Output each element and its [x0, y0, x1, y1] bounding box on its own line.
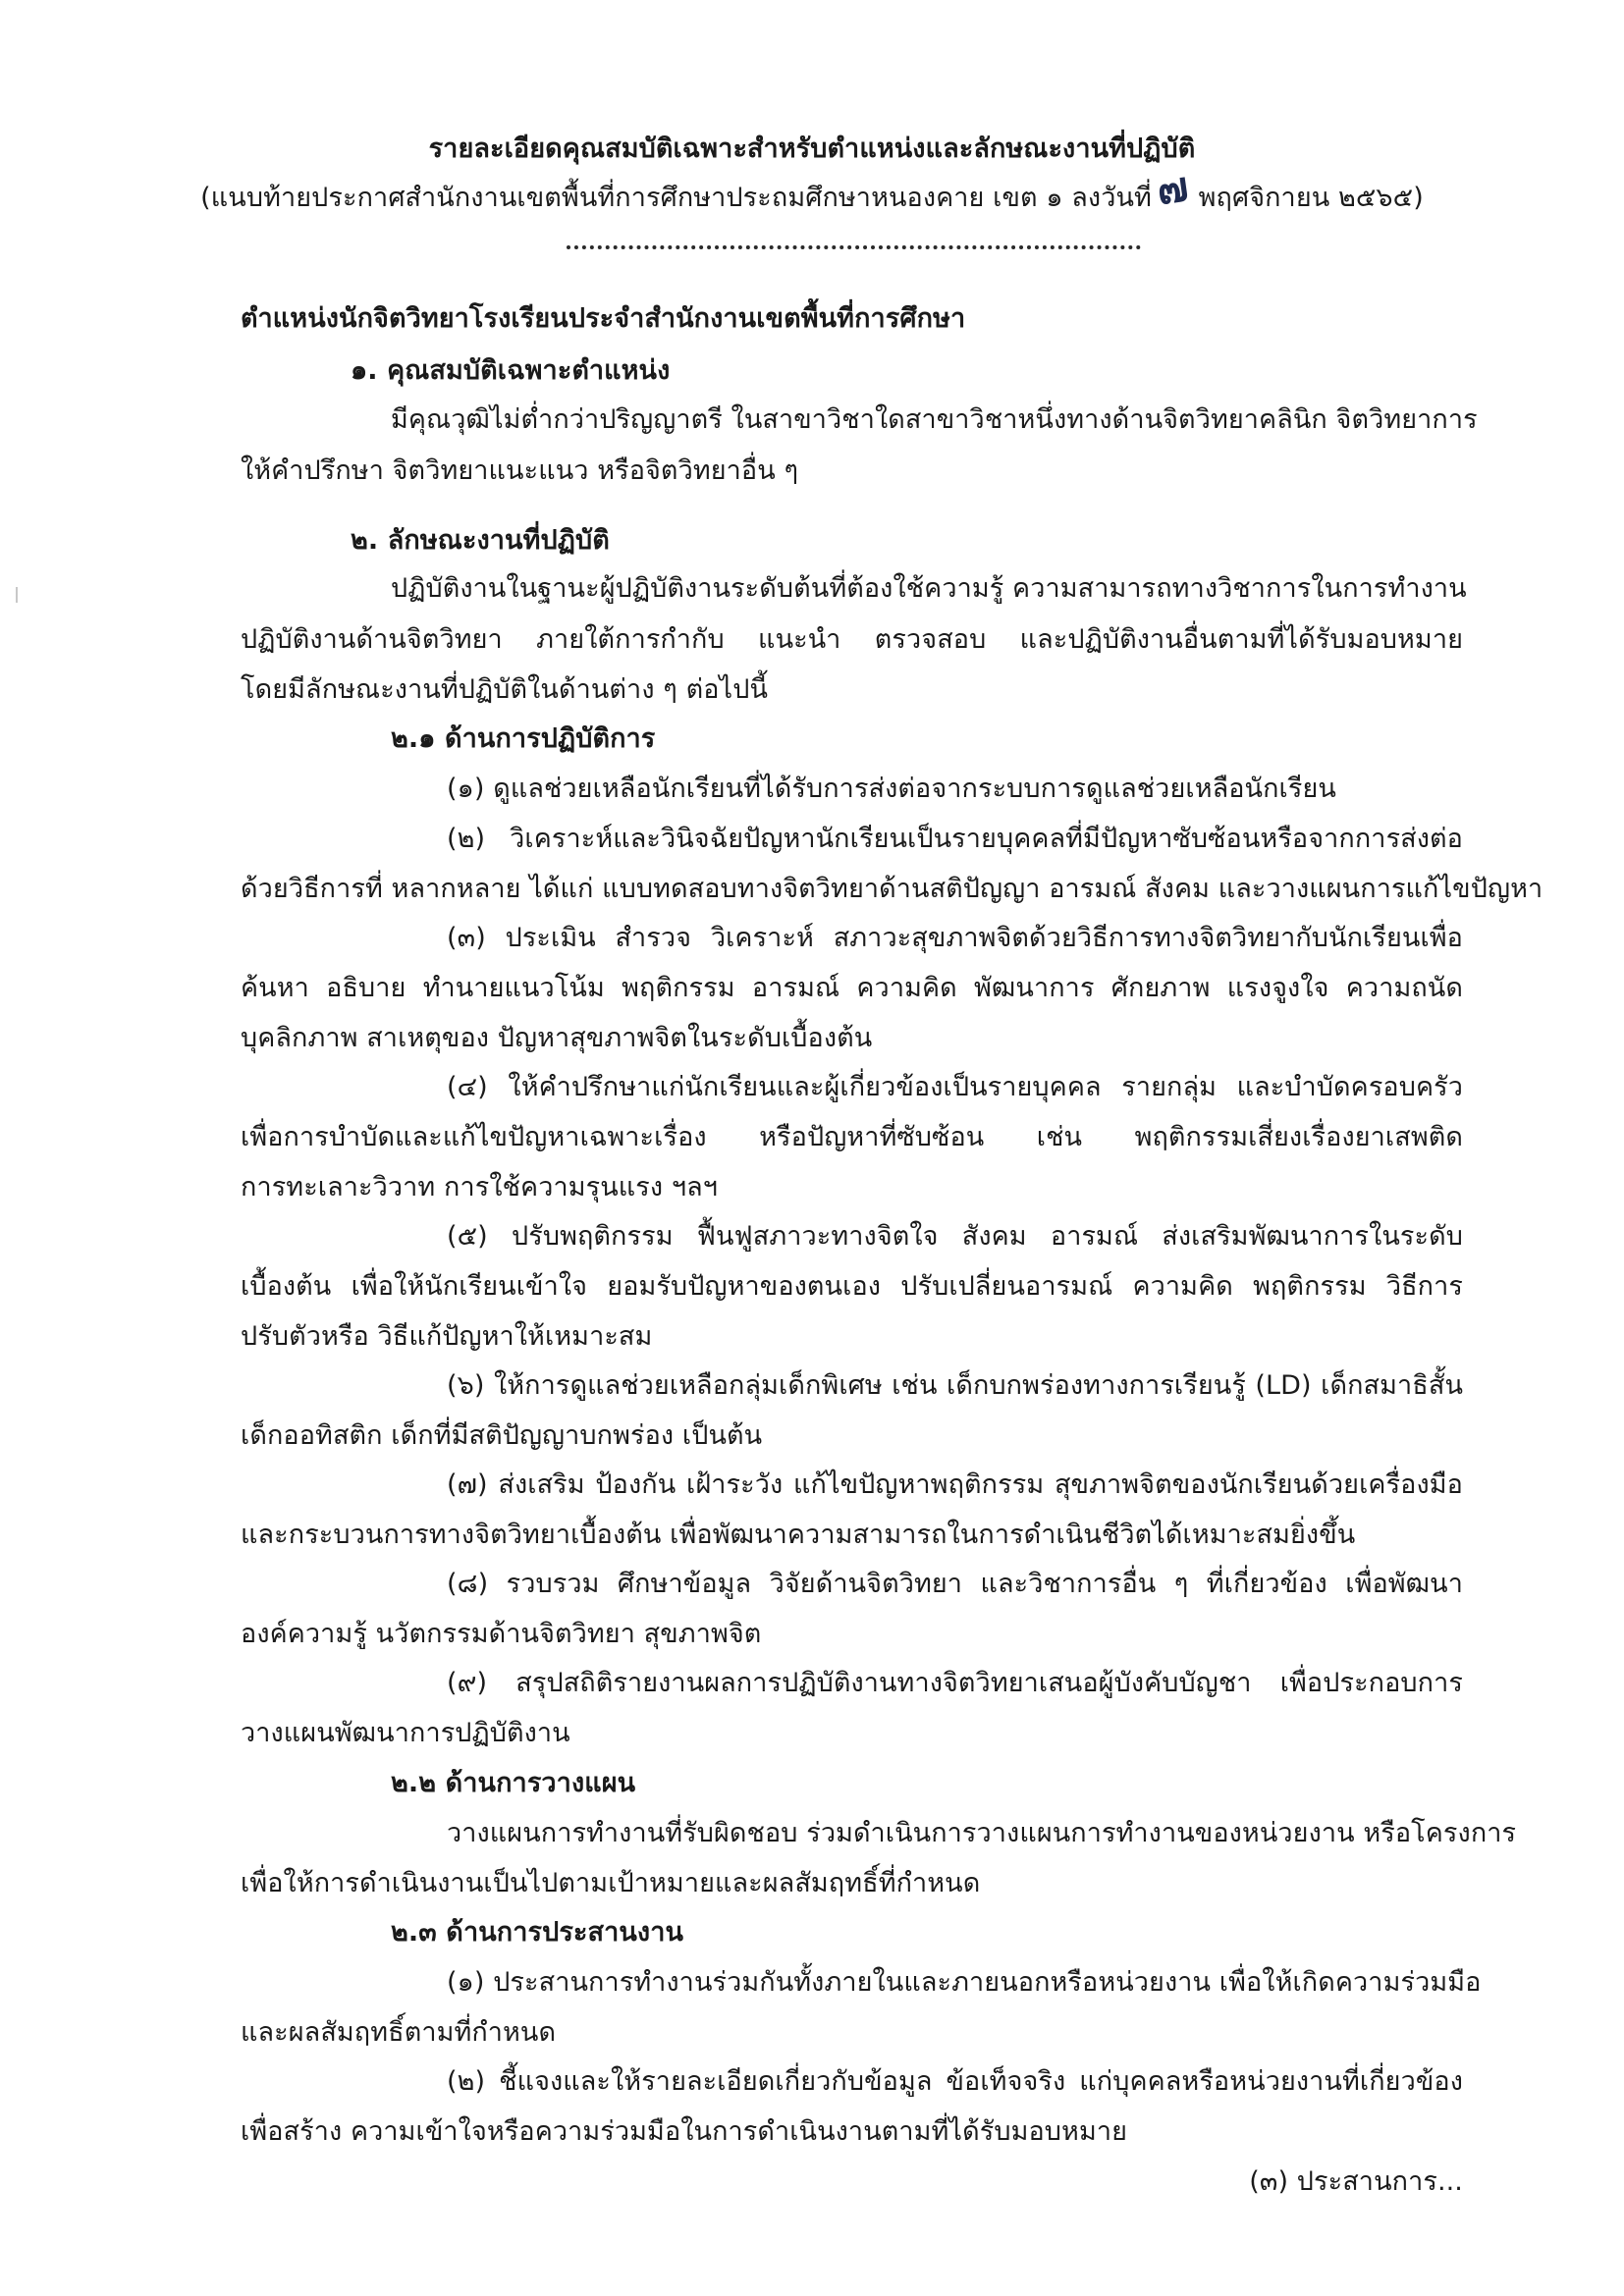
list-item: องค์ความรู้ นวัตกรรมด้านจิตวิทยา สุขภาพจิต	[241, 1619, 762, 1649]
list-item: เพื่อการบำบัดและแก้ไขปัญหาเฉพาะเรื่อง หรือปัญหาที่ซับซ้อน เช่น พฤติกรรมเสี่ยงเรื่องยาเสพติด	[241, 1122, 1463, 1152]
section-2-heading: ๒. ลักษณะงานที่ปฏิบัติ	[351, 525, 610, 556]
list-item: (๘) รวบรวม ศึกษาข้อมูล วิจัยด้านจิตวิทยา และวิชาการอื่น ๆ ที่เกี่ยวข้อง เพื่อพัฒนา	[447, 1569, 1463, 1599]
section-2-2-heading: ๒.๒ ด้านการวางแผน	[391, 1768, 636, 1798]
margin-mark	[16, 587, 18, 603]
section-2-2-text: วางแผนการทำงานที่รับผิดชอบ ร่วมดำเนินการวางแผนการทำงานของหน่วยงาน หรือโครงการ	[447, 1818, 1517, 1848]
document-title: รายละเอียดคุณสมบัติเฉพาะสำหรับตำแหน่งและลักษณะงานที่ปฏิบัติ	[428, 133, 1196, 164]
continuation-text: (๓) ประสานการ...	[1249, 2166, 1463, 2197]
section-1-text: ให้คำปรึกษา จิตวิทยาแนะแนว หรือจิตวิทยาอื่น ๆ	[241, 455, 799, 486]
list-item: (๑) ประสานการทำงานร่วมกันทั้งภายในและภายนอกหรือหน่วยงาน เพื่อให้เกิดความร่วมมือ	[447, 1967, 1482, 1998]
section-2-text: ปฏิบัติงานด้านจิตวิทยา ภายใต้การกำกับ แนะนำ ตรวจสอบ และปฏิบัติงานอื่นตามที่ได้รับมอบหมาย	[241, 624, 1463, 655]
handwritten-date: ๗	[1154, 162, 1192, 215]
list-item: ค้นหา อธิบาย ทำนายแนวโน้ม พฤติกรรม อารมณ์ ความคิด พัฒนาการ ศักยภาพ แรงจูงใจ ความถนัด	[241, 973, 1463, 1003]
section-2-2-text: เพื่อให้การดำเนินงานเป็นไปตามเป้าหมายและผลสัมฤทธิ์ที่กำหนด	[241, 1868, 981, 1898]
list-item: ปรับตัวหรือ วิธีแก้ปัญหาให้เหมาะสม	[241, 1321, 653, 1352]
subtitle-prefix: (แนบท้ายประกาศสำนักงานเขตพื้นที่การศึกษาประถมศึกษาหนองคาย เขต ๑ ลงวันที่	[200, 183, 1152, 213]
section-2-text: ปฏิบัติงานในฐานะผู้ปฏิบัติงานระดับต้นที่ต้องใช้ความรู้ ความสามารถทางวิชาการในการทำงาน	[391, 573, 1467, 604]
list-item: เพื่อสร้าง ความเข้าใจหรือความร่วมมือในการดำเนินงานตามที่ได้รับมอบหมาย	[241, 2116, 1128, 2147]
list-item: (๔) ให้คำปรึกษาแก่นักเรียนและผู้เกี่ยวข้องเป็นรายบุคคล รายกลุ่ม และบำบัดครอบครัว	[447, 1072, 1463, 1102]
list-item: (๙) สรุปสถิติรายงานผลการปฏิบัติงานทางจิตวิทยาเสนอผู้บังคับบัญชา เพื่อประกอบการ	[447, 1668, 1463, 1698]
subtitle-suffix: พฤศจิกายน ๒๕๖๕)	[1198, 183, 1424, 213]
dotted-divider	[567, 240, 1141, 249]
section-1-heading: ๑. คุณสมบัติเฉพาะตำแหน่ง	[351, 355, 671, 386]
section-2-1-heading: ๒.๑ ด้านการปฏิบัติการ	[391, 723, 656, 754]
list-item: และกระบวนการทางจิตวิทยาเบื้องต้น เพื่อพัฒนาความสามารถในการดำเนินชีวิตได้เหมาะสมยิ่งขึ้น	[241, 1520, 1356, 1550]
list-item: (๑) ดูแลช่วยเหลือนักเรียนที่ได้รับการส่งต่อจากระบบการดูแลช่วยเหลือนักเรียน	[447, 774, 1336, 804]
position-title: ตำแหน่งนักจิตวิทยาโรงเรียนประจำสำนักงานเขตพื้นที่การศึกษา	[241, 303, 966, 334]
list-item: ด้วยวิธีการที่ หลากหลาย ได้แก่ แบบทดสอบทางจิตวิทยาด้านสติปัญญา อารมณ์ สังคม และวางแผนการแก้ไขปัญหา	[241, 874, 1543, 904]
document-subtitle	[0, 162, 1624, 218]
list-item: (๒) วิเคราะห์และวินิจฉัยปัญหานักเรียนเป็นรายบุคคลที่มีปัญหาซับซ้อนหรือจากการส่งต่อ	[447, 824, 1463, 854]
section-1-text: มีคุณวุฒิไม่ต่ำกว่าปริญญาตรี ในสาขาวิชาใดสาขาวิชาหนึ่งทางด้านจิตวิทยาคลินิก จิตวิทยาการ	[391, 404, 1478, 435]
list-item: (๗) ส่งเสริม ป้องกัน เฝ้าระวัง แก้ไขปัญหาพฤติกรรม สุขภาพจิตของนักเรียนด้วยเครื่องมือ	[447, 1469, 1463, 1500]
list-item: การทะเลาะวิวาท การใช้ความรุนแรง ฯลฯ	[241, 1172, 719, 1202]
list-item: (๖) ให้การดูแลช่วยเหลือกลุ่มเด็กพิเศษ เช่น เด็กบกพร่องทางการเรียนรู้ (LD) เด็กสมาธิสั้น	[447, 1370, 1463, 1401]
list-item: (๕) ปรับพฤติกรรม ฟื้นฟูสภาวะทางจิตใจ สังคม อารมณ์ ส่งเสริมพัฒนาการในระดับ	[447, 1221, 1463, 1252]
list-item: บุคลิกภาพ สาเหตุของ ปัญหาสุขภาพจิตในระดับเบื้องต้น	[241, 1023, 873, 1053]
list-item: เด็กออทิสติก เด็กที่มีสติปัญญาบกพร่อง เป็นต้น	[241, 1420, 763, 1451]
list-item: (๒) ชี้แจงและให้รายละเอียดเกี่ยวกับข้อมูล ข้อเท็จจริง แก่บุคคลหรือหน่วยงานที่เกี่ยวข้อง	[447, 2066, 1463, 2097]
section-2-text: โดยมีลักษณะงานที่ปฏิบัติในด้านต่าง ๆ ต่อไปนี้	[241, 674, 768, 705]
list-item: วางแผนพัฒนาการปฏิบัติงาน	[241, 1718, 570, 1748]
list-item: เบื้องต้น เพื่อให้นักเรียนเข้าใจ ยอมรับปัญหาของตนเอง ปรับเปลี่ยนอารมณ์ ความคิด พฤติกรรม วิธีการ	[241, 1271, 1463, 1302]
list-item: และผลสัมฤทธิ์ตามที่กำหนด	[241, 2017, 557, 2048]
section-2-3-heading: ๒.๓ ด้านการประสานงาน	[391, 1917, 684, 1948]
list-item: (๓) ประเมิน สำรวจ วิเคราะห์ สภาวะสุขภาพจิตด้วยวิธีการทางจิตวิทยากับนักเรียนเพื่อ	[447, 923, 1463, 953]
